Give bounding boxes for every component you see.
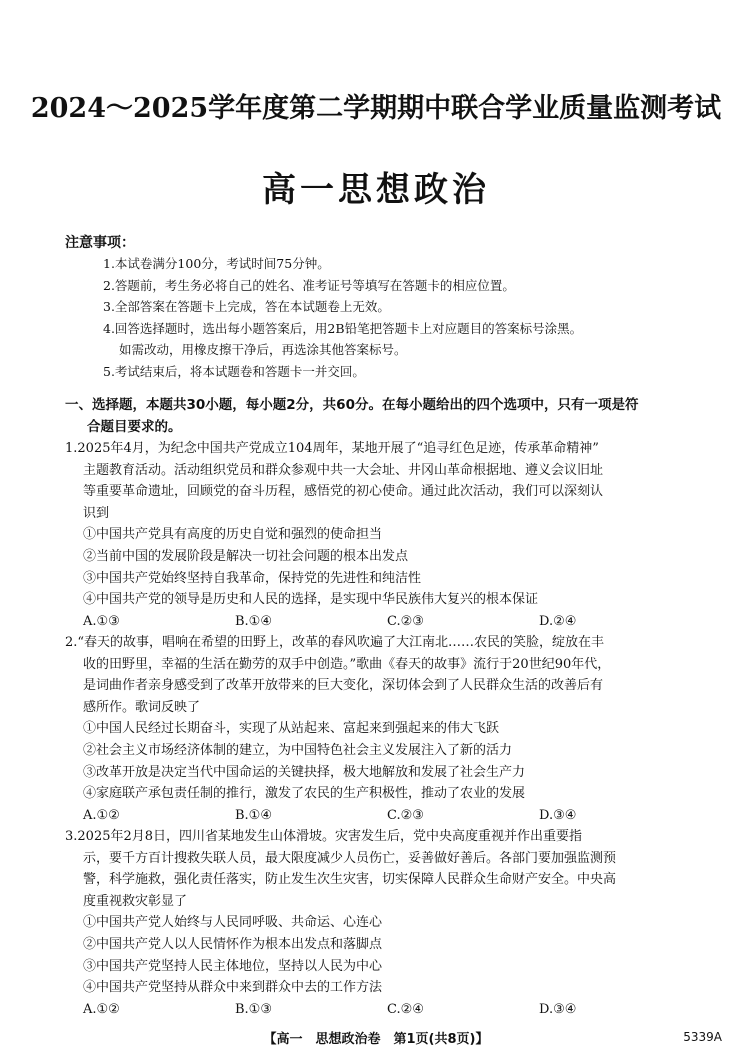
notice-heading: 注意事项： [65,235,135,251]
question-3 [65,826,710,1020]
page-footer: 【高一 思想政治卷 第1页(共8页)】 [263,1032,489,1047]
question-option: ①中国共产党具有高度的历史自觉和强烈的使命担当 [83,527,383,543]
choice-a: A.①③ [83,613,120,629]
choice-b: B.①④ [235,807,272,823]
notice-item-continuation: 如需改动，用橡皮擦干净后，再选涂其他答案标号。 [119,342,407,357]
question-option: ③改革开放是决定当代中国命运的关键抉择，极大地解放和发展了社会生产力 [83,764,526,780]
choice-c: C.②④ [387,1001,424,1017]
choice-c: C.②③ [387,613,424,629]
question-option: ②社会主义市场经济体制的建立，为中国特色社会主义发展注入了新的活力 [83,742,513,758]
choice-b: B.①④ [235,613,272,629]
question-stem-line: 识到 [83,505,110,521]
choice-c: C.②③ [387,807,424,823]
question-stem-line: 收的田野里，幸福的生活在勤劳的双手中创造。”歌曲《春天的故事》流行于20世纪90年代， [83,656,611,672]
notice-item: 4.回答选择题时，选出每小题答案后，用2B铅笔把答题卡上对应题目的答案标号涂黑。 [103,320,583,336]
question-2 [65,632,710,826]
question-stem-line: 感所作。歌词反映了 [83,699,201,715]
answer-choices [65,999,710,1021]
question-option: ④家庭联产承包责任制的推行，激发了农民的生产积极性，推动了农业的发展 [83,786,526,802]
answer-choices [65,805,710,827]
question-stem-line: 3.2025年2月8日，四川省某地发生山体滑坡。灾害发生后，党中央高度重视并作出重要指 [65,829,583,844]
subject-title: 高一思想政治 [262,170,490,210]
section-heading-line: 合题目要求的。 [87,419,182,435]
question-option: ③中国共产党始终坚持自我革命，保持党的先进性和纯洁性 [83,570,422,586]
question-stem-line: 度重视救灾彰显了 [83,893,188,909]
choice-a: A.①② [83,1001,120,1017]
notice-list [103,253,703,382]
question-stem-line: 是词曲作者亲身感受到了改革开放带来的巨大变化，深切体会到了人民群众生活的改善后有 [83,678,604,694]
section-heading [65,394,705,438]
question-stem-line: 等重要革命遗址，回顾党的奋斗历程，感悟党的初心使命。通过此次活动，我们可以深刻认 [83,484,604,500]
paper-code: 5339A [683,1030,722,1044]
question-option: ③中国共产党坚持人民主体地位，坚持以人民为中心 [83,958,383,974]
notice-item: 5.考试结束后，将本试题卷和答题卡一并交回。 [103,363,365,379]
question-stem-line: 警，科学施救，强化责任落实，防止发生次生灾害，切实保障人民群众生命财产安全。中央高 [83,872,617,888]
question-option: ①中国共产党人始终与人民同呼吸、共命运、心连心 [83,915,383,931]
question-option: ②当前中国的发展阶段是解决一切社会问题的根本出发点 [83,548,409,564]
choice-b: B.①③ [235,1001,272,1017]
exam-title: 2024～2025学年度第二学期期中联合学业质量监测考试 [30,93,722,124]
question-option: ④中国共产党的领导是历史和人民的选择，是实现中华民族伟大复兴的根本保证 [83,592,539,608]
section-heading-line: 一、选择题，本题共30小题，每小题2分，共60分。在每小题给出的四个选项中，只有一项是符 [65,397,639,413]
question-option: ①中国人民经过长期奋斗，实现了从站起来、富起来到强起来的伟大飞跃 [83,721,500,737]
question-stem-line: 2.“春天的故事，唱响在希望的田野上，改革的春风吹遍了大江南北……农民的笑脸，绽放在丰 [65,635,605,650]
question-stem-line: 1.2025年4月，为纪念中国共产党成立104周年，某地开展了“追寻红色足迹，传承革命精神” [65,441,599,456]
choice-d: D.②④ [539,613,577,629]
question-stem-line: 主题教育活动。活动组织党员和群众参观中共一大会址、井冈山革命根据地、遵义会议旧址 [83,462,604,478]
question-1 [65,438,710,632]
question-option: ④中国共产党坚持从群众中来到群众中去的工作方法 [83,980,383,996]
choice-d: D.③④ [539,807,577,823]
question-option: ②中国共产党人以人民情怀作为根本出发点和落脚点 [83,936,383,952]
question-stem-line: 示，要千方百计搜救失联人员，最大限度减少人员伤亡，妥善做好善后。各部门要加强监测预 [83,850,617,866]
notice-item: 2.答题前，考生务必将自己的姓名、准考证号等填写在答题卡的相应位置。 [103,277,515,293]
notice-item: 1.本试卷满分100分，考试时间75分钟。 [103,256,330,271]
choice-a: A.①② [83,807,120,823]
choice-d: D.③④ [539,1001,577,1017]
notice-item: 3.全部答案在答题卡上完成，答在本试题卷上无效。 [103,299,390,314]
answer-choices [65,611,710,633]
